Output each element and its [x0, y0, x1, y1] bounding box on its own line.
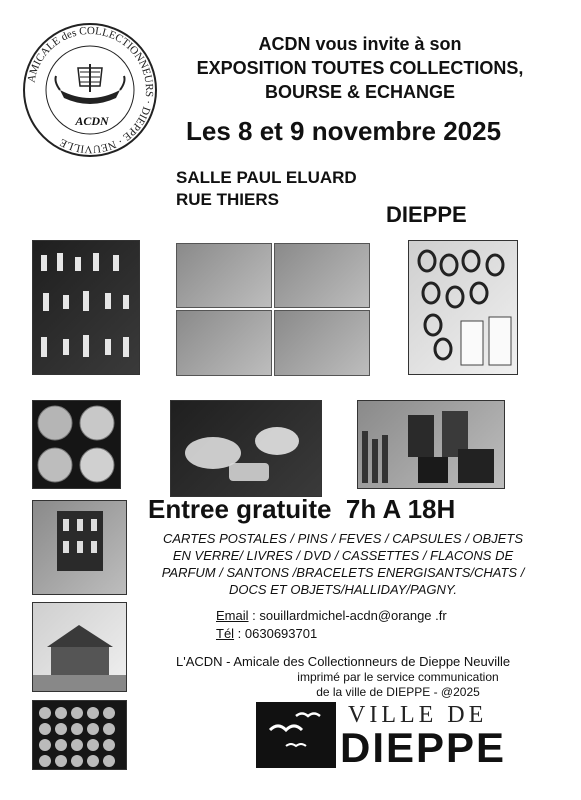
figurines-photo	[32, 500, 127, 595]
city-logo-top: VILLE DE	[348, 702, 488, 728]
acdn-footer-line: L'ACDN - Amicale des Collectionneurs de Dieppe Neuville	[176, 654, 511, 669]
perfume-bottles-photo	[357, 400, 505, 489]
exchange-line: BOURSE & ECHANGE	[264, 82, 456, 102]
feves-display-photo	[32, 240, 140, 375]
city-logo-bottom: DIEPPE	[340, 724, 507, 771]
printed-by-line1: imprimé par le service communication	[297, 670, 499, 684]
dieppe-postcards-photo	[176, 243, 370, 376]
email-value: : souillardmichel-acdn@orange .fr	[248, 608, 447, 623]
logo-center-text: ACDN	[75, 114, 109, 128]
invite-line: ACDN vous invite à son	[258, 34, 462, 54]
nativity-scene-photo	[32, 602, 127, 692]
venue-hall: SALLE PAUL ELUARD	[176, 168, 357, 187]
contact-email	[216, 608, 447, 623]
tel-value: : 0630693701	[234, 626, 318, 641]
city-name: DIEPPE	[386, 202, 467, 227]
acdn-logo	[20, 20, 160, 160]
collections-list: CARTES POSTALES / PINS / FEVES / CAPSULES / OBJETS EN VERRE/ LIVRES / DVD / CASSETTES / FLACONS DE PARFUM / SANTONS /BRACELETS ENERGISANTS/CHATS / DOCS ET OBJETS/HALLIDAY/PAGNY.	[161, 531, 525, 597]
exhibition-title: EXPOSITION TOUTES COLLECTIONS,	[196, 58, 524, 78]
venue-street: RUE THIERS	[176, 190, 279, 209]
free-entry-hours: Entree gratuite 7h A 18H	[148, 494, 456, 524]
coins-photo	[32, 400, 121, 489]
acdn-seal-icon	[20, 20, 160, 160]
contact-phone	[216, 626, 317, 641]
ville-de-dieppe-logo	[256, 702, 556, 772]
email-label: Email	[216, 608, 249, 623]
seagulls-icon	[256, 702, 336, 768]
printed-by-line2: de la ville de DIEPPE - @2025	[316, 685, 480, 699]
capsules-photo	[32, 700, 127, 770]
tel-label: Tél	[216, 626, 235, 641]
glass-objects-photo	[170, 400, 322, 497]
bracelets-photo	[408, 240, 518, 375]
svg-text:AMICALE des COLLECTIONNEURS ·: AMICALE des COLLECTIONNEURS · DIEPPE · NEUVILLE	[25, 24, 156, 156]
event-date: Les 8 et 9 novembre 2025	[186, 116, 502, 146]
city-logo-block	[256, 702, 336, 768]
